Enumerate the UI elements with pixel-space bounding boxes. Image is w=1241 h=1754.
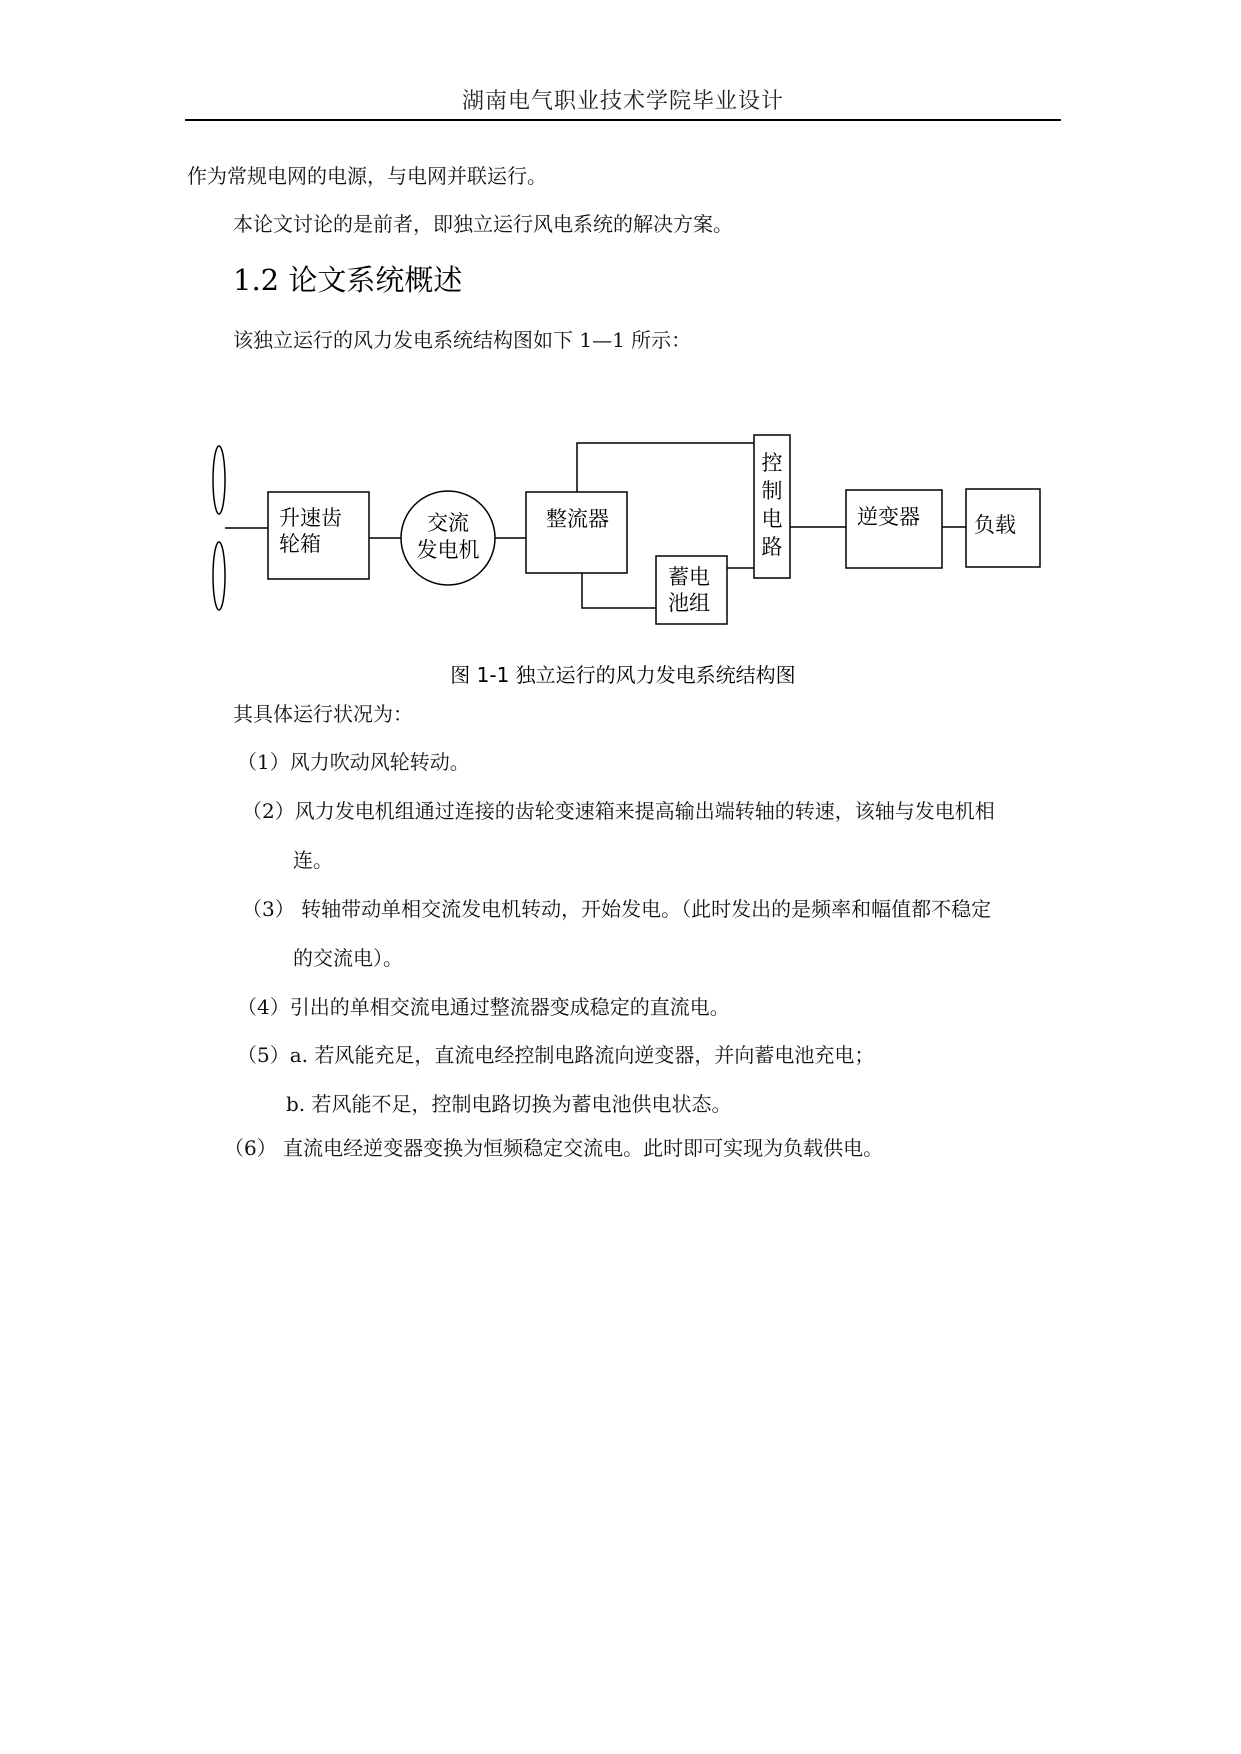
control-label-char3: 电 (761, 507, 783, 531)
gearbox-label-line2: 轮箱 (279, 532, 321, 556)
step-3-line1: （3） 转轴带动单相交流发电机转动，开始发电。（此时发出的是频率和幅值都不稳定 (242, 897, 992, 921)
battery-label-line1: 蓄电 (668, 565, 710, 589)
step-2-line2: 连。 (293, 848, 333, 872)
section-title: 1.2 论文系统概述 (233, 263, 463, 297)
step-2-line1: （2）风力发电机组通过连接的齿轮变速箱来提高输出端转轴的转速，该轴与发电机相 (242, 799, 995, 823)
step-1: （1）风力吹动风轮转动。 (237, 750, 470, 774)
page-header: 湖南电气职业技术学院毕业设计 (461, 89, 784, 114)
steps-intro: 其具体运行状况为： (233, 702, 413, 726)
gearbox-label-line1: 升速齿 (279, 506, 342, 530)
load-label: 负载 (974, 513, 1016, 537)
figure-caption: 图 1-1 独立运行的风力发电系统结构图 (450, 663, 796, 687)
step-3-line2: 的交流电）。 (293, 946, 403, 970)
wind-system-diagram (0, 0, 1241, 660)
step-4: （4）引出的单相交流电通过整流器变成稳定的直流电。 (237, 995, 730, 1019)
control-label-char2: 制 (761, 479, 783, 503)
step-5-line2: b. 若风能不足，控制电路切换为蓄电池供电状态。 (286, 1092, 732, 1116)
inverter-block (846, 490, 942, 568)
turbine-icon (213, 446, 225, 610)
inverter-label: 逆变器 (857, 505, 920, 529)
battery-label-line2: 池组 (668, 591, 710, 615)
generator-label-line1: 交流 (427, 511, 469, 535)
generator-label-line2: 发电机 (416, 538, 480, 562)
figure-intro: 该独立运行的风力发电系统结构图如下 1—1 所示： (233, 328, 692, 352)
rectifier-block (526, 492, 627, 573)
paragraph-continuation: 作为常规电网的电源，与电网并联运行。 (187, 164, 547, 188)
control-label-char1: 控 (761, 451, 783, 475)
paragraph-scope: 本论文讨论的是前者，即独立运行风电系统的解决方案。 (233, 212, 733, 236)
rectifier-label: 整流器 (546, 507, 609, 531)
step-6: （6） 直流电经逆变器变换为恒频稳定交流电。此时即可实现为负载供电。 (224, 1136, 884, 1160)
control-label-char4: 路 (761, 535, 783, 559)
step-5-line1: （5）a. 若风能充足，直流电经控制电路流向逆变器，并向蓄电池充电； (237, 1043, 875, 1067)
